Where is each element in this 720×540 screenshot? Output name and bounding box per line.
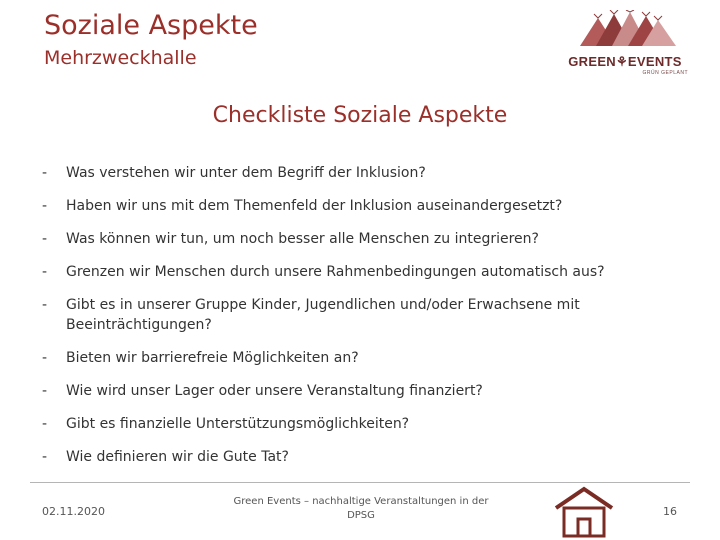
- checklist-item-text: Gibt es in unserer Gruppe Kinder, Jugendlichen und/oder Erwachsene mit Beeinträchtigungen?: [66, 297, 580, 333]
- checklist-item-text: Grenzen wir Menschen durch unsere Rahmenbedingungen automatisch aus?: [66, 264, 605, 280]
- bullet-dash: -: [42, 165, 48, 181]
- page-number: 16: [663, 505, 677, 518]
- checklist-item: [40, 414, 660, 434]
- bullet-dash: -: [42, 198, 48, 214]
- checklist-item-text: Gibt es finanzielle Unterstützungsmöglichkeiten?: [66, 416, 410, 432]
- checklist-item: [40, 262, 660, 282]
- checklist-item-text: Wie definieren wir die Gute Tat?: [66, 449, 289, 465]
- footer-divider: [30, 482, 690, 483]
- footer-caption-line2: DPSG: [347, 510, 375, 521]
- checklist-item: [40, 229, 660, 249]
- checklist-item: [40, 381, 660, 401]
- checklist-item: [40, 196, 660, 216]
- logo-text: GREEN⚘EVENTS: [568, 54, 682, 69]
- checklist-title: Checkliste Soziale Aspekte: [212, 103, 508, 128]
- checklist-item-text: Was können wir tun, um noch besser alle Menschen zu integrieren?: [66, 231, 539, 247]
- bullet-dash: -: [42, 449, 48, 465]
- checklist-item-text: Wie wird unser Lager oder unsere Veranstaltung finanziert?: [66, 383, 483, 399]
- checklist: [40, 163, 660, 480]
- footer-caption-line1: Green Events – nachhaltige Veranstaltungen in der: [233, 496, 489, 507]
- header-title: Soziale Aspekte: [44, 10, 258, 41]
- home-icon[interactable]: [552, 486, 616, 538]
- bullet-dash: -: [42, 383, 48, 399]
- checklist-item: [40, 163, 660, 183]
- footer-caption: [232, 495, 490, 523]
- checklist-item: [40, 447, 660, 467]
- bullet-dash: -: [42, 416, 48, 432]
- tents-logo-icon: [580, 10, 676, 52]
- bullet-dash: -: [42, 350, 48, 366]
- header-subtitle: Mehrzweckhalle: [44, 47, 197, 69]
- checklist-item-text: Haben wir uns mit dem Themenfeld der Inklusion auseinandergesetzt?: [66, 198, 563, 214]
- bullet-dash: -: [42, 264, 48, 280]
- checklist-item-text: Bieten wir barrierefreie Möglichkeiten an?: [66, 350, 359, 366]
- bullet-dash: -: [42, 231, 48, 247]
- checklist-item: [40, 295, 660, 335]
- bullet-dash: -: [42, 297, 48, 313]
- checklist-item: [40, 348, 660, 368]
- checklist-item-text: Was verstehen wir unter dem Begriff der Inklusion?: [66, 165, 426, 181]
- footer-date: 02.11.2020: [42, 505, 105, 518]
- green-events-logo[interactable]: [560, 10, 690, 80]
- logo-subtext: GRÜN GEPLANT: [642, 70, 688, 76]
